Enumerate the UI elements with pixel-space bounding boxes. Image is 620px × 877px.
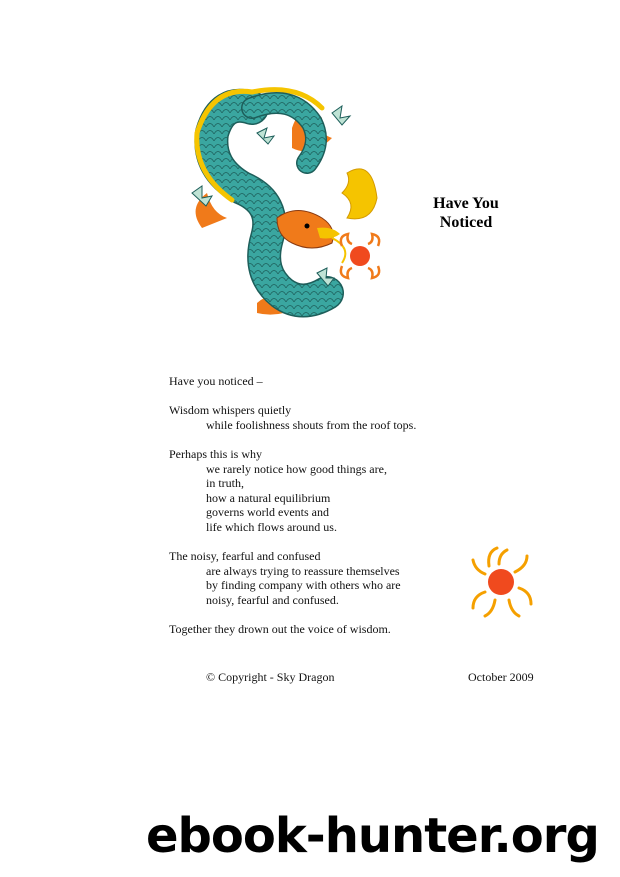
- date-text: October 2009: [468, 670, 534, 684]
- poem-line: Together they drown out the voice of wisdom.: [169, 622, 391, 637]
- stanza-gap: [169, 432, 569, 447]
- copyright-text: © Copyright - Sky Dragon: [206, 670, 335, 684]
- poem-line: noisy, fearful and confused.: [206, 592, 339, 607]
- poem-line: while foolishness shouts from the roof tops.: [206, 417, 417, 432]
- poem-line: Have you noticed –: [169, 374, 263, 388]
- watermark: ebook-hunter.org: [146, 808, 599, 864]
- poem-line: life which flows around us.: [206, 519, 337, 534]
- poem-line: Wisdom whispers quietly: [169, 403, 292, 418]
- poem-line: by finding company with others who are: [206, 578, 401, 593]
- poem-line: how a natural equilibrium: [206, 490, 331, 505]
- dragon-illustration: [182, 78, 392, 323]
- poem-line: The noisy, fearful and confused: [169, 549, 321, 564]
- poem-line: we rarely notice how good things are,: [206, 461, 387, 476]
- poem-title: Have You Noticed: [433, 195, 499, 231]
- poem-line: governs world events and: [206, 505, 329, 520]
- poem-line: are always trying to reassure themselves: [206, 563, 400, 578]
- poem-line: in truth,: [206, 476, 244, 491]
- flaming-sun-icon: [468, 545, 534, 619]
- poem-line: Perhaps this is why: [169, 446, 262, 461]
- stanza-gap: [169, 389, 569, 404]
